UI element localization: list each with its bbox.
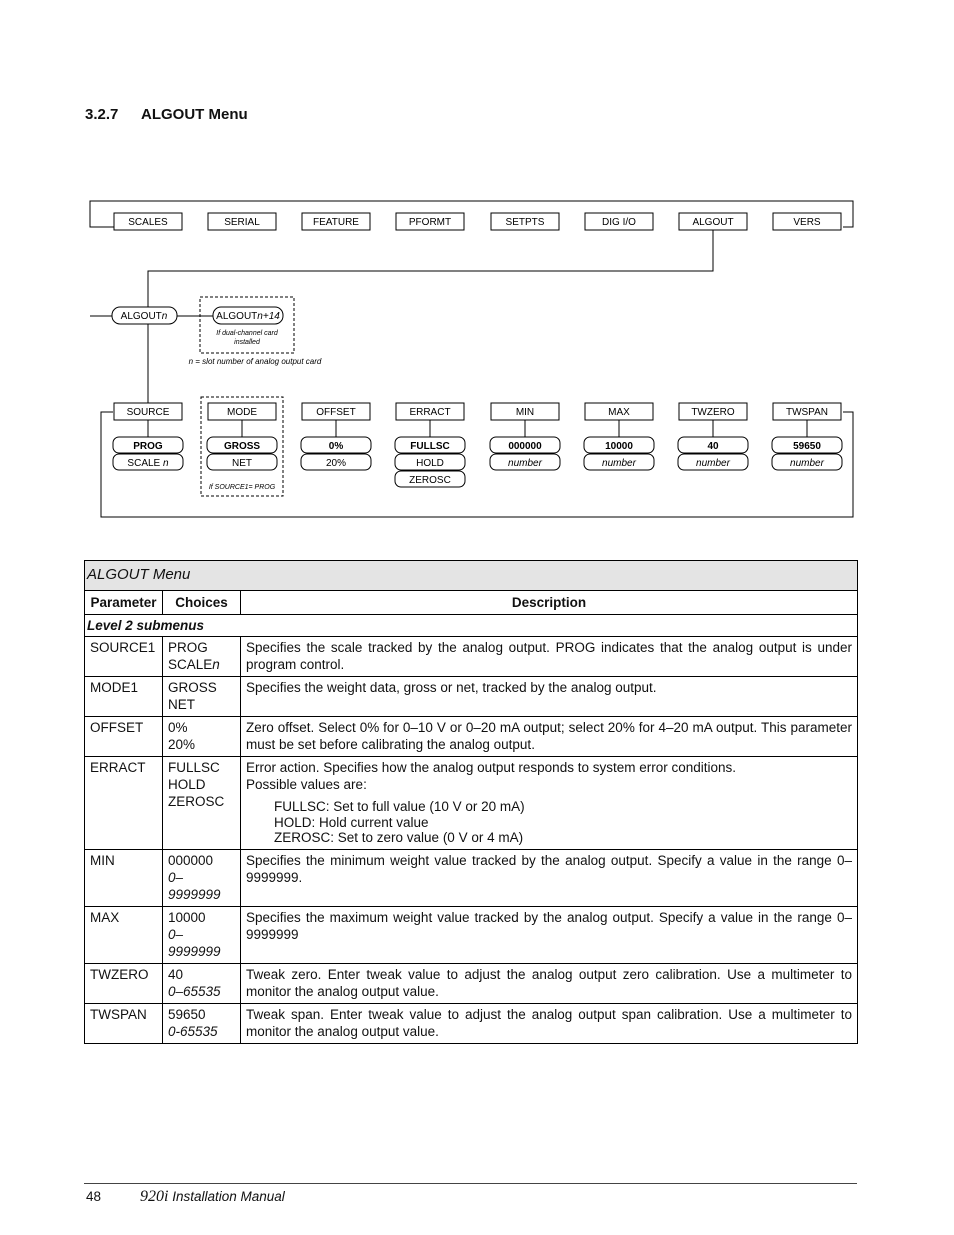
erract-choice-label: HOLD bbox=[416, 458, 444, 469]
table-row bbox=[85, 963, 858, 1003]
table-row bbox=[85, 717, 858, 757]
header-parameter: Parameter bbox=[85, 591, 163, 615]
menu-box-label: ALGOUT bbox=[692, 217, 734, 228]
choice: PROG bbox=[168, 640, 208, 655]
choices-cell bbox=[163, 963, 241, 1003]
offset-choice-label: 20% bbox=[325, 458, 347, 469]
table-row bbox=[85, 906, 858, 963]
desc-cell: Specifies the weight data, gross or net, tracked by the analog output. bbox=[241, 677, 858, 717]
page-footer bbox=[86, 1188, 285, 1206]
submenu-box-label: ERRACT bbox=[409, 407, 451, 418]
algout-table-wrap bbox=[84, 560, 858, 1044]
desc-cell bbox=[241, 757, 858, 850]
choice: 59650 bbox=[168, 1006, 206, 1022]
table-caption: ALGOUT Menu bbox=[85, 561, 858, 591]
submenu-box-label: OFFSET bbox=[316, 407, 356, 418]
header-choices: Choices bbox=[163, 591, 241, 615]
mode-choice-label: GROSS bbox=[223, 441, 261, 452]
param-cell: SOURCE1 bbox=[85, 637, 163, 677]
desc-cell: Specifies the maximum weight value tracked by the analog output. Specify a value in the range 0–9999999 bbox=[241, 906, 858, 963]
choice: 0–9999999 bbox=[168, 926, 221, 959]
choice-suffix: n bbox=[212, 657, 220, 672]
choice: 20% bbox=[168, 737, 196, 752]
choice: 40 bbox=[168, 966, 184, 982]
option-line: FULLSC: Set to full value (10 V or 20 mA) bbox=[274, 799, 525, 814]
menu-box-label: SETPTS bbox=[505, 217, 545, 228]
choices-cell bbox=[163, 906, 241, 963]
param-cell: OFFSET bbox=[85, 717, 163, 757]
max-choice-label: 10000 bbox=[605, 441, 633, 452]
desc-cell: Tweak zero. Enter tweak value to adjust the analog output zero calibration. Use a multimeter to monitor the analog output value. bbox=[241, 963, 858, 1003]
option-line: HOLD: Hold current value bbox=[274, 814, 429, 830]
param-cell: ERRACT bbox=[85, 757, 163, 850]
min-choice-label: number bbox=[508, 458, 542, 469]
submenu-box-label: SOURCE bbox=[126, 407, 170, 418]
choices-cell bbox=[163, 849, 241, 906]
desc-cell: Specifies the scale tracked by the analog output. PROG indicates that the analog output is under program control. bbox=[241, 637, 858, 677]
choice: FULLSC bbox=[168, 760, 220, 775]
choice: ZEROSC bbox=[168, 794, 225, 809]
choice: 000000 bbox=[168, 852, 214, 868]
section-row: Level 2 submenus bbox=[85, 615, 858, 637]
offset-choice-label: 0% bbox=[328, 441, 344, 452]
param-cell: MODE1 bbox=[85, 677, 163, 717]
submenu-box-label: MIN bbox=[515, 407, 535, 418]
twzero-choice-label: number bbox=[696, 458, 730, 469]
section-number: 3.2.7 bbox=[85, 106, 119, 123]
submenu-box-label: MODE bbox=[227, 407, 257, 418]
manual-title: Installation Manual bbox=[172, 1189, 285, 1204]
twspan-choice-label: 59650 bbox=[793, 441, 821, 452]
source-choice-label: PROG bbox=[133, 441, 163, 452]
erract-choice-label: FULLSC bbox=[410, 441, 450, 452]
min-choice-label: 000000 bbox=[508, 441, 542, 452]
max-choice-label: number bbox=[602, 458, 636, 469]
algout-n14-label: ALGOUTn+14 bbox=[216, 311, 280, 322]
table-row bbox=[85, 677, 858, 717]
submenu-box-label: TWSPAN bbox=[785, 407, 829, 418]
desc-cell: Zero offset. Select 0% for 0–10 V or 0–20 mA output; select 20% for 4–20 mA output. This parameter must be set before calibrating the analog output. bbox=[241, 717, 858, 757]
slot-number-note: n = slot number of analog output card bbox=[188, 357, 322, 366]
source-choice-label: SCALE n bbox=[127, 458, 169, 469]
model-name: 920i bbox=[140, 1188, 169, 1205]
page-number: 48 bbox=[86, 1189, 102, 1204]
menu-box-label: PFORMT bbox=[408, 217, 452, 228]
table-row bbox=[85, 1003, 858, 1043]
erract-choice-label: ZEROSC bbox=[409, 475, 451, 486]
param-cell: TWSPAN bbox=[85, 1003, 163, 1043]
choice: SCALE bbox=[168, 657, 213, 672]
header-description: Description bbox=[241, 591, 858, 615]
footer-rule bbox=[84, 1183, 857, 1184]
menu-box-label: SCALES bbox=[128, 217, 168, 228]
choice: 0-65535 bbox=[168, 1023, 218, 1039]
table-row bbox=[85, 757, 858, 850]
choice: NET bbox=[168, 697, 195, 712]
choices-cell bbox=[163, 637, 241, 677]
algout-menu-table bbox=[84, 560, 858, 1044]
choice: 0–65535 bbox=[168, 983, 221, 999]
dual-channel-note: If dual-channel card bbox=[216, 330, 278, 337]
choice: HOLD bbox=[168, 777, 206, 792]
desc-text: Possible values are: bbox=[246, 777, 367, 792]
twzero-choice-label: 40 bbox=[707, 441, 719, 452]
choices-cell bbox=[163, 677, 241, 717]
submenu-box-label: TWZERO bbox=[691, 407, 735, 418]
option-line: ZEROSC: Set to zero value (0 V or 4 mA) bbox=[274, 830, 524, 845]
param-cell: MIN bbox=[85, 849, 163, 906]
choice: GROSS bbox=[168, 680, 217, 695]
submenu-box-label: MAX bbox=[608, 407, 630, 418]
menu-box-label: DIG I/O bbox=[602, 217, 636, 228]
choices-cell bbox=[163, 717, 241, 757]
choice: 10000 bbox=[168, 909, 206, 925]
param-cell: TWZERO bbox=[85, 963, 163, 1003]
menu-box-label: SERIAL bbox=[224, 217, 260, 228]
choice: 0–9999999 bbox=[168, 869, 221, 902]
algout-n-label: ALGOUTn bbox=[120, 311, 168, 322]
menu-box-label: FEATURE bbox=[313, 217, 359, 228]
mode-note: If SOURCE1= PROG bbox=[208, 484, 276, 491]
menu-box-label: VERS bbox=[793, 217, 821, 228]
section-title: ALGOUT Menu bbox=[141, 106, 248, 123]
dual-channel-note: installed bbox=[234, 339, 260, 346]
desc-text: Error action. Specifies how the analog output responds to system error conditions. bbox=[246, 760, 737, 775]
menu-diagram bbox=[0, 0, 954, 540]
choices-cell bbox=[163, 1003, 241, 1043]
mode-choice-label: NET bbox=[232, 458, 252, 469]
twspan-choice-label: number bbox=[790, 458, 824, 469]
desc-cell: Specifies the minimum weight value tracked by the analog output. Specify a value in the range 0–9999999. bbox=[241, 849, 858, 906]
param-cell: MAX bbox=[85, 906, 163, 963]
choice: 0% bbox=[168, 720, 188, 735]
desc-cell: Tweak span. Enter tweak value to adjust the analog output span calibration. Use a multimeter to monitor the analog output value. bbox=[241, 1003, 858, 1043]
choices-cell bbox=[163, 757, 241, 850]
table-row bbox=[85, 637, 858, 677]
table-row bbox=[85, 849, 858, 906]
